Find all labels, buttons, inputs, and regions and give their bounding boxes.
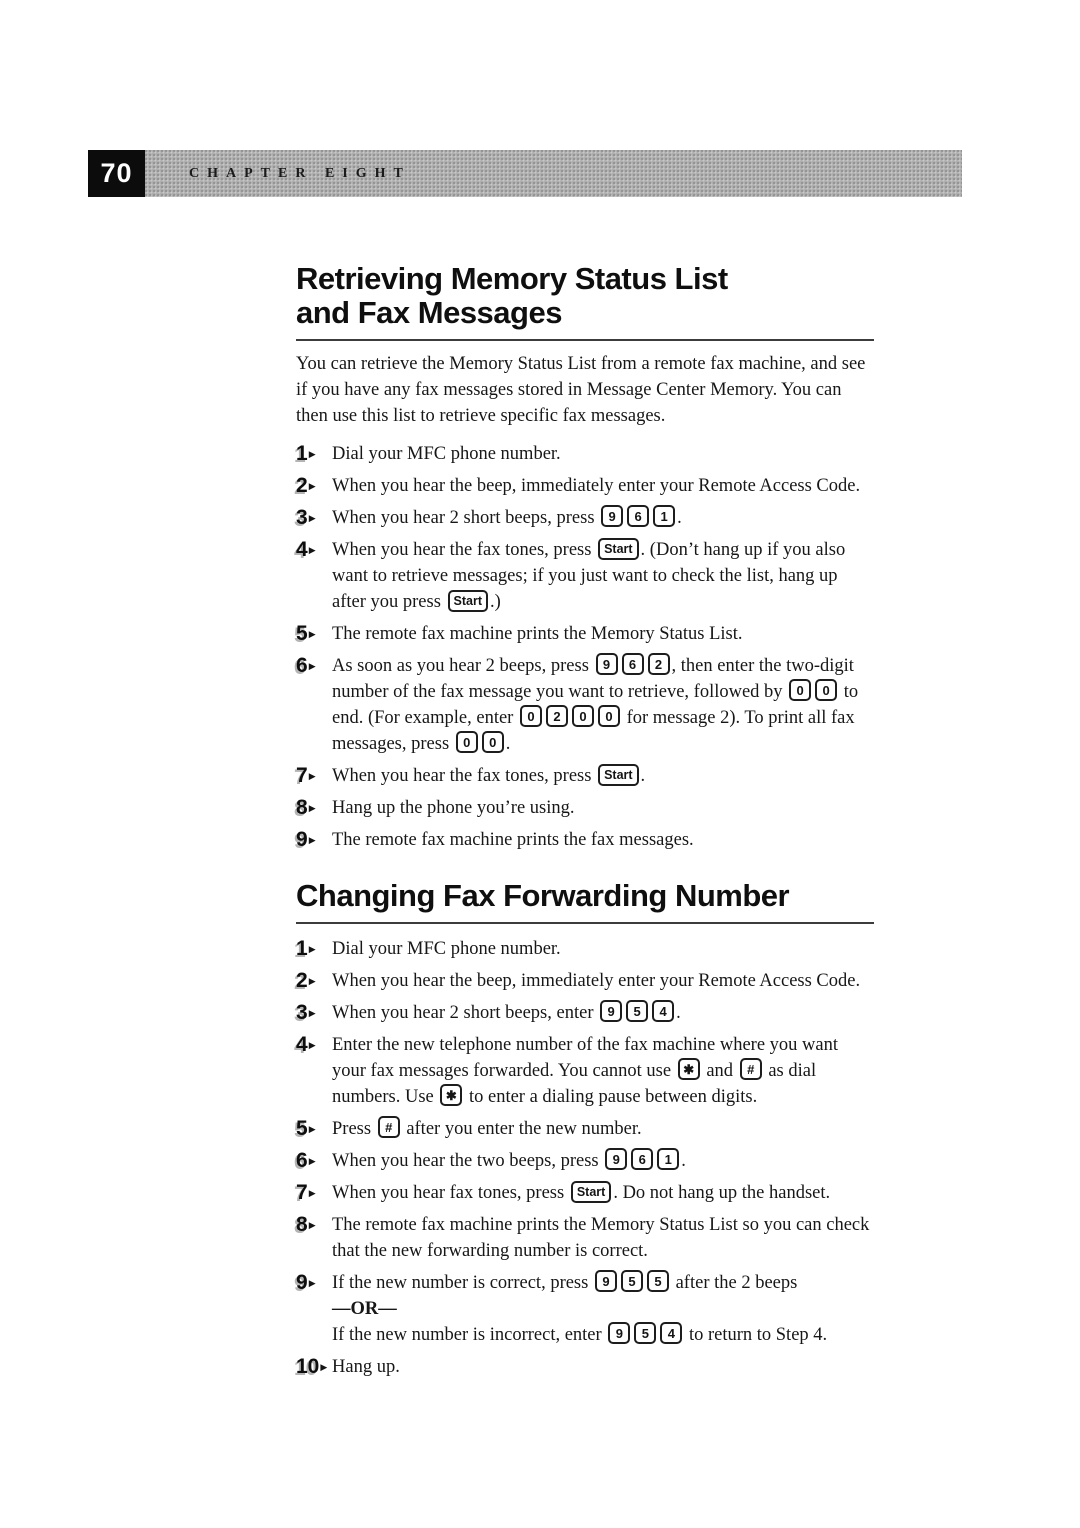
step-text: When you hear 2 short beeps, press 9 6 1 . [332, 508, 682, 528]
step-text: Press # after you enter the new number. [332, 1119, 642, 1139]
step-item [296, 763, 874, 789]
step-list [296, 936, 874, 1380]
key-cap: 1 [653, 505, 675, 527]
step-item [296, 621, 874, 647]
step-text: The remote fax machine prints the Memory Status List so you can check that the new forwarding number is correct. [332, 1215, 870, 1261]
step-number-digit: 6 [296, 1149, 308, 1172]
step-number [296, 473, 316, 500]
key-cap: Start [598, 764, 638, 786]
step-arrow-icon: ▶ [308, 481, 316, 491]
step-arrow-icon: ▶ [308, 835, 316, 845]
step-text: When you hear the fax tones, press Start . (Don’t hang up if you also want to retrieve messages; if you just want to check the list, hang up after you press Start .) [332, 540, 846, 612]
key-cap: 2 [648, 653, 670, 675]
key-cap: ✱ [678, 1058, 700, 1080]
step-arrow-icon: ▶ [308, 1188, 316, 1198]
key-cap: 9 [595, 1270, 617, 1292]
page-content [296, 262, 874, 1386]
step-number-digit: 8 [296, 1213, 308, 1236]
step-item [296, 1000, 874, 1026]
step-item [296, 827, 874, 853]
step-arrow-icon: ▶ [308, 944, 316, 954]
key-cap: 0 [598, 705, 620, 727]
step-item [296, 1270, 874, 1348]
step-item [296, 936, 874, 962]
step-number-digit: 1 [296, 442, 308, 465]
chapter-label: CHAPTER EIGHT [189, 165, 411, 181]
key-cap: # [378, 1116, 400, 1138]
key-cap: # [740, 1058, 762, 1080]
step-number-digit: 3 [296, 1001, 308, 1024]
step-item [296, 1212, 874, 1264]
key-cap: Start [571, 1181, 611, 1203]
step-text: When you hear 2 short beeps, enter 9 5 4 . [332, 1003, 681, 1023]
step-text: When you hear the beep, immediately enter your Remote Access Code. [332, 476, 861, 496]
step-number-digit: 3 [296, 506, 308, 529]
step-arrow-icon: ▶ [308, 513, 316, 523]
step-number-digit: 7 [296, 764, 308, 787]
key-cap: Start [448, 590, 488, 612]
key-cap: ✱ [440, 1084, 462, 1106]
key-cap: 0 [482, 731, 504, 753]
step-number-digit: 4 [296, 1033, 308, 1056]
step-number [296, 1116, 316, 1143]
step-item [296, 1354, 874, 1380]
step-item [296, 441, 874, 467]
step-number-digit: 9 [296, 1271, 308, 1294]
step-item [296, 1032, 874, 1110]
step-arrow-icon: ▶ [320, 1362, 328, 1372]
step-text: Hang up. [332, 1357, 400, 1377]
step-number-digit: 7 [296, 1181, 308, 1204]
step-number [296, 1148, 316, 1175]
step-arrow-icon: ▶ [308, 629, 316, 639]
key-cap: 6 [627, 505, 649, 527]
step-text: When you hear the fax tones, press Start . [332, 766, 646, 786]
key-cap: 2 [546, 705, 568, 727]
step-number-digit: 4 [296, 538, 308, 561]
key-cap: 0 [520, 705, 542, 727]
step-number [296, 537, 316, 564]
key-cap: 5 [647, 1270, 669, 1292]
key-cap: 5 [634, 1322, 656, 1344]
key-cap: 4 [660, 1322, 682, 1344]
or-divider: —OR— [332, 1299, 397, 1319]
step-arrow-icon: ▶ [308, 1040, 316, 1050]
step-number [296, 936, 316, 963]
step-arrow-icon: ▶ [308, 449, 316, 459]
step-number-digit: 5 [296, 1117, 308, 1140]
step-arrow-icon: ▶ [308, 771, 316, 781]
step-number [296, 1354, 327, 1381]
step-arrow-icon: ▶ [308, 1008, 316, 1018]
key-cap: 9 [605, 1148, 627, 1170]
step-text: Dial your MFC phone number. [332, 939, 561, 959]
step-number-digit: 2 [296, 474, 308, 497]
step-number-digit: 8 [296, 796, 308, 819]
key-cap: 0 [456, 731, 478, 753]
step-number [296, 441, 316, 468]
step-number-digit: 5 [296, 622, 308, 645]
key-cap: 9 [600, 1000, 622, 1022]
step-arrow-icon: ▶ [308, 1156, 316, 1166]
chapter-title-bar [145, 150, 962, 197]
step-item [296, 1180, 874, 1206]
step-number [296, 763, 316, 790]
step-text: Dial your MFC phone number. [332, 444, 561, 464]
step-arrow-icon: ▶ [308, 1278, 316, 1288]
key-cap: 0 [572, 705, 594, 727]
step-arrow-icon: ▶ [308, 1124, 316, 1134]
step-arrow-icon: ▶ [308, 976, 316, 986]
key-cap: Start [598, 538, 638, 560]
step-number [296, 1270, 316, 1297]
section-intro: You can retrieve the Memory Status List from a remote fax machine, and see if you have any fax messages stored in Message Center Memory. You can then use this list to retrieve specific fax messages. [296, 354, 866, 426]
step-number [296, 1032, 316, 1059]
step-text: The remote fax machine prints the fax messages. [332, 830, 694, 850]
key-cap: 6 [622, 653, 644, 675]
chapter-header [88, 150, 962, 197]
step-text: Hang up the phone you’re using. [332, 798, 575, 818]
key-cap: 1 [657, 1148, 679, 1170]
key-cap: 9 [601, 505, 623, 527]
step-text: When you hear the beep, immediately enter your Remote Access Code. [332, 971, 861, 991]
step-item [296, 1148, 874, 1174]
step-text: As soon as you hear 2 beeps, press 9 6 2 , then enter the two-digit number of the fax message you want to retrieve, followed by 0 0 to end. (For example, enter 0 2 0 0 for message 2). To print all fax messages, press 0 0 . [332, 656, 858, 754]
step-number-digit: 9 [296, 828, 308, 851]
manual-section [296, 879, 874, 1380]
step-arrow-icon: ▶ [308, 661, 316, 671]
key-cap: 0 [815, 679, 837, 701]
key-cap: 6 [631, 1148, 653, 1170]
step-number-digit: 10 [296, 1355, 320, 1378]
step-number-digit: 1 [296, 937, 308, 960]
step-number [296, 1180, 316, 1207]
key-cap: 9 [596, 653, 618, 675]
step-number [296, 1000, 316, 1027]
step-number [296, 621, 316, 648]
section-heading: Retrieving Memory Status List and Fax Messages [296, 262, 874, 341]
page-number: 70 [88, 150, 145, 197]
step-number [296, 968, 316, 995]
step-arrow-icon: ▶ [308, 803, 316, 813]
step-number-digit: 6 [296, 654, 308, 677]
step-text: When you hear fax tones, press Start . Do not hang up the handset. [332, 1183, 831, 1203]
section-heading: Changing Fax Forwarding Number [296, 879, 874, 924]
key-cap: 4 [652, 1000, 674, 1022]
step-number [296, 827, 316, 854]
step-arrow-icon: ▶ [308, 545, 316, 555]
step-number [296, 1212, 316, 1239]
key-cap: 0 [789, 679, 811, 701]
step-text: When you hear the two beeps, press 9 6 1 . [332, 1151, 686, 1171]
step-text: Enter the new telephone number of the fax machine where you want your fax messages forwarded. You cannot use ✱ and # as dial numbers. Use ✱ to enter a dialing pause between digits. [332, 1035, 838, 1107]
step-item [296, 795, 874, 821]
step-number [296, 795, 316, 822]
step-item [296, 473, 874, 499]
step-number-digit: 2 [296, 969, 308, 992]
key-cap: 5 [621, 1270, 643, 1292]
key-cap: 5 [626, 1000, 648, 1022]
key-cap: 9 [608, 1322, 630, 1344]
step-item [296, 1116, 874, 1142]
step-item [296, 653, 874, 757]
step-number [296, 653, 316, 680]
step-item [296, 537, 874, 615]
step-number [296, 505, 316, 532]
manual-section [296, 262, 874, 853]
step-arrow-icon: ▶ [308, 1220, 316, 1230]
step-text: The remote fax machine prints the Memory Status List. [332, 624, 743, 644]
step-text: If the new number is correct, press 9 5 5 after the 2 beeps —OR— If the new number is incorrect, enter 9 5 4 to return to Step 4. [332, 1273, 827, 1345]
step-item [296, 968, 874, 994]
step-item [296, 505, 874, 531]
step-list [296, 441, 874, 853]
